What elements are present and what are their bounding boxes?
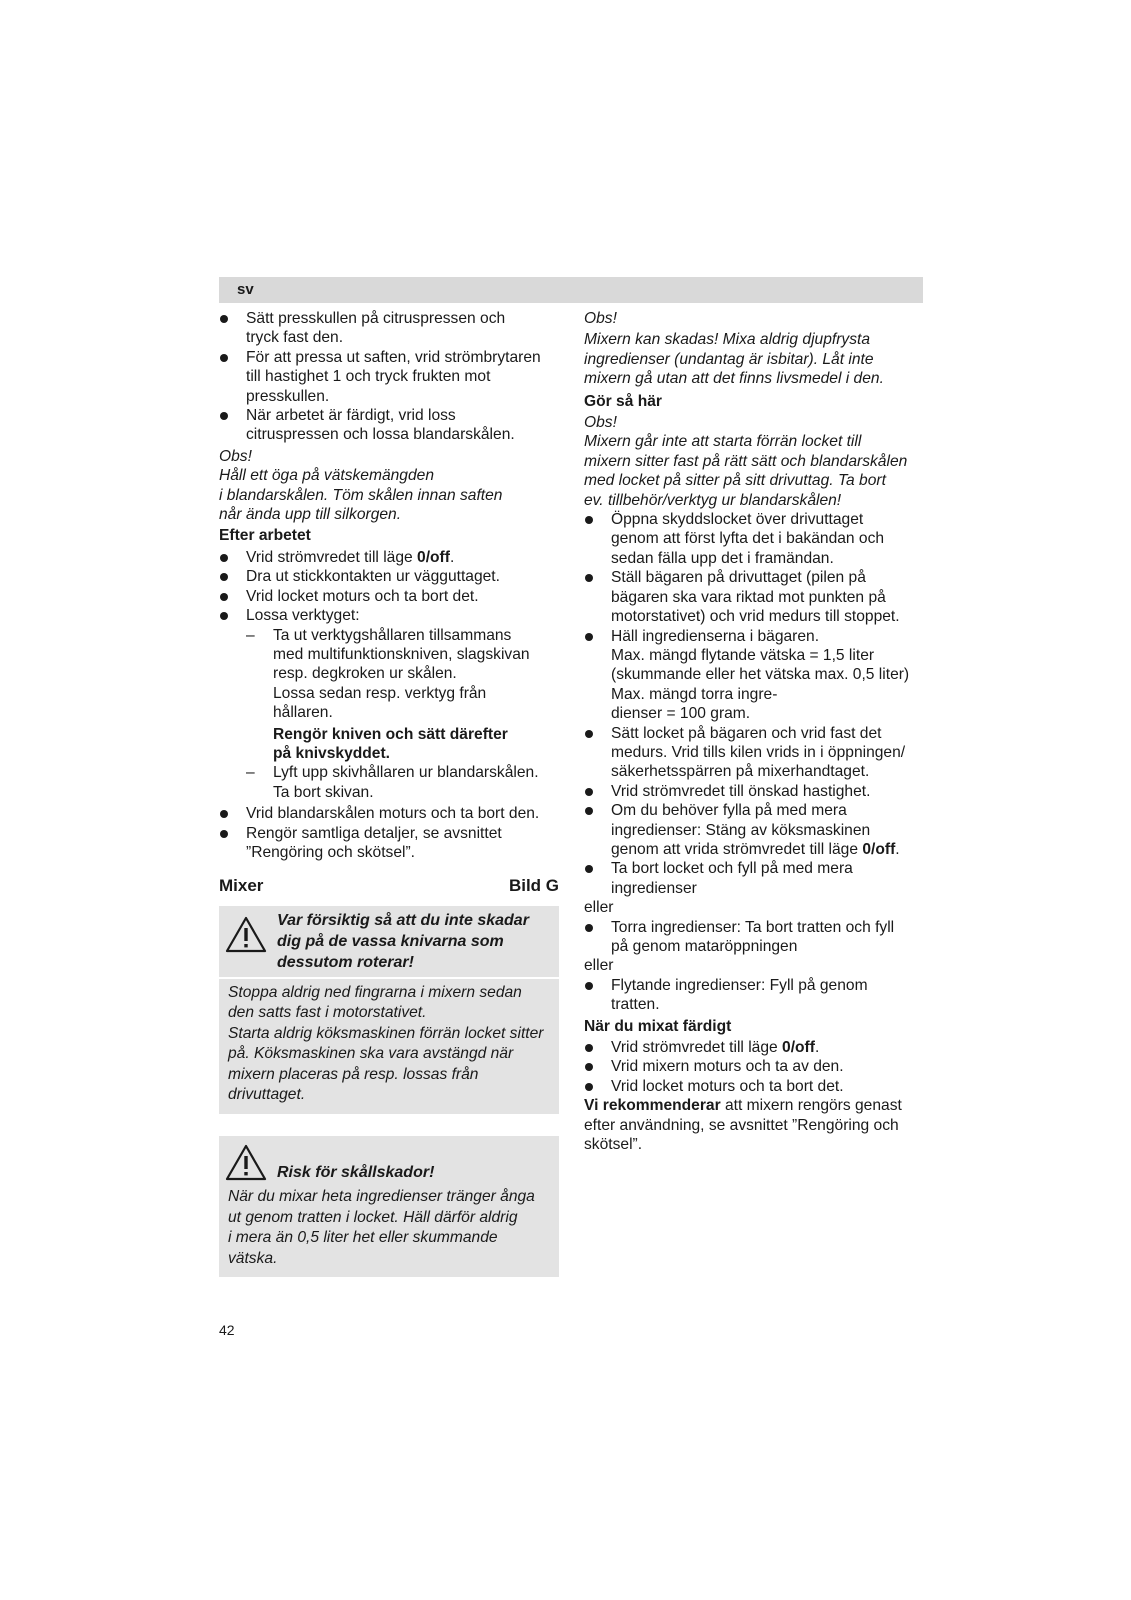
list-item: Vrid strömvredet till läge 0/off. [219,548,559,567]
list-item: Ställ bägaren på drivuttaget (pilen på bägaren ska vara riktad mot punkten på motorstativet) och vrid medurs till stoppet. [584,568,926,626]
language-header-bar [219,277,923,303]
warning-triangle-icon [225,910,271,973]
list-item: Vrid blandarskålen moturs och ta bort den. [219,804,559,823]
obs-note: Mixern kan skadas! Mixa aldrig djupfrysta ingredienser (undantag är isbitar). Låt inte mixern gå utan att det finns livsmedel i den. [584,331,884,388]
or-text: eller [584,957,614,975]
after-work-heading: Efter arbetet [219,527,311,545]
list-item: Ta bort locket och fyll på med mera ingredienser [584,859,926,898]
warning-triangle-icon [225,1144,271,1187]
list-item: Vrid strömvredet till läge 0/off. [584,1038,926,1057]
list-item: Sätt presskullen på citruspressen och tryck fast den. [219,309,559,348]
warning-text: När du mixar heta ingredienser tränger ånga ut genom tratten i locket. Häll därför aldrig i mera än 0,5 liter het eller skummande vätska. [228,1188,535,1267]
figure-reference: Bild G [508,876,559,896]
obs-label: Obs! [584,414,617,432]
obs-note: Mixern går inte att starta förrän locket till mixern sitter fast på rätt sätt och blandarskålen med locket på sitter på sitt drivuttag. Ta bort ev. tillbehör/verktyg ur blandarskålen! [584,433,908,509]
section-title [219,876,559,895]
recommendation-text: Vi rekommenderar att mixern rengörs genast efter användning, se avsnittet ”Rengöring och skötsel”. [584,1097,902,1154]
list-item: Vrid mixern moturs och ta av den. [584,1057,926,1076]
page-number: 42 [219,1322,235,1338]
knife-instruction: Rengör kniven och sätt därefter på knivskyddet. [273,725,508,762]
warning-box-scald [219,1136,559,1277]
list-item: Vrid locket moturs och ta bort det. [219,587,559,606]
warning-box-knives [219,906,559,1114]
list-item: Rengör samtliga detaljer, se avsnittet ”Rengöring och skötsel”. [219,824,559,863]
section-title-text: Mixer [219,876,264,896]
or-text: eller [584,899,614,917]
list-item: För att pressa ut saften, vrid strömbrytaren till hastighet 1 och tryck frukten mot presskullen. [219,348,559,406]
howto-heading: Gör så här [584,392,662,410]
list-item: Häll ingredienserna i bägaren. Max. mängd flytande vätska = 1,5 liter (skummande eller het vätska max. 0,5 liter) Max. mängd torra ingre- dienser = 100 gram. [584,627,926,724]
list-item: Dra ut stickkontakten ur vägguttaget. [219,567,559,586]
warning-text: Stoppa aldrig ned fingrarna i mixern sedan den satts fast i motorstativet. Starta aldrig köksmaskinen förrän locket sitter på. Köksmaskinen ska vara avstängd när mixern placeras på resp. lossas från drivuttaget. [228,983,544,1104]
done-heading: När du mixat färdigt [584,1017,732,1035]
obs-label: Obs! [584,310,617,327]
sub-list-item: – Lyft upp skivhållaren ur blandarskålen. Ta bort skivan. [219,763,559,802]
obs-note: Håll ett öga på vätskemängden i blandarskålen. Töm skålen innan saften når ända upp till silkorgen. [219,467,503,524]
list-item: Lossa verktyget: [219,606,559,625]
language-tag: sv [237,281,254,298]
list-item: Öppna skyddslocket över drivuttaget genom att först lyfta det i bakändan och sedan fälla upp det i framändan. [584,510,926,568]
list-item: Torra ingredienser: Ta bort tratten och fyll på genom mataröppningen [584,918,926,957]
list-item: Sätt locket på bägaren och vrid fast det medurs. Vrid tills kilen vrids in i öppningen/ säkerhetsspärren på mixerhandtaget. [584,724,926,782]
list-item: Vrid locket moturs och ta bort det. [584,1077,926,1096]
warning-heading: Risk för skållskador! [277,1163,435,1181]
left-column [219,309,559,1277]
warning-heading: Var försiktig så att du inte skadar dig på de vassa knivarna som dessutom roterar! [277,911,529,971]
right-column [584,309,926,1154]
obs-label: Obs! [219,447,252,465]
sub-list-item: – Ta ut verktygshållaren tillsammans med multifunktionskniven, slagskivan resp. degkroken ur skålen. Lossa sedan resp. verktyg från hållaren. [219,626,559,723]
list-item: Flytande ingredienser: Fyll på genom tratten. [584,976,926,1015]
list-item: När arbetet är färdigt, vrid loss citruspressen och lossa blandarskålen. [219,406,559,445]
list-item: Om du behöver fylla på med mera ingredienser: Stäng av köksmaskinen genom att vrida strömvredet till läge 0/off. [584,801,926,859]
list-item: Vrid strömvredet till önskad hastighet. [584,782,926,801]
